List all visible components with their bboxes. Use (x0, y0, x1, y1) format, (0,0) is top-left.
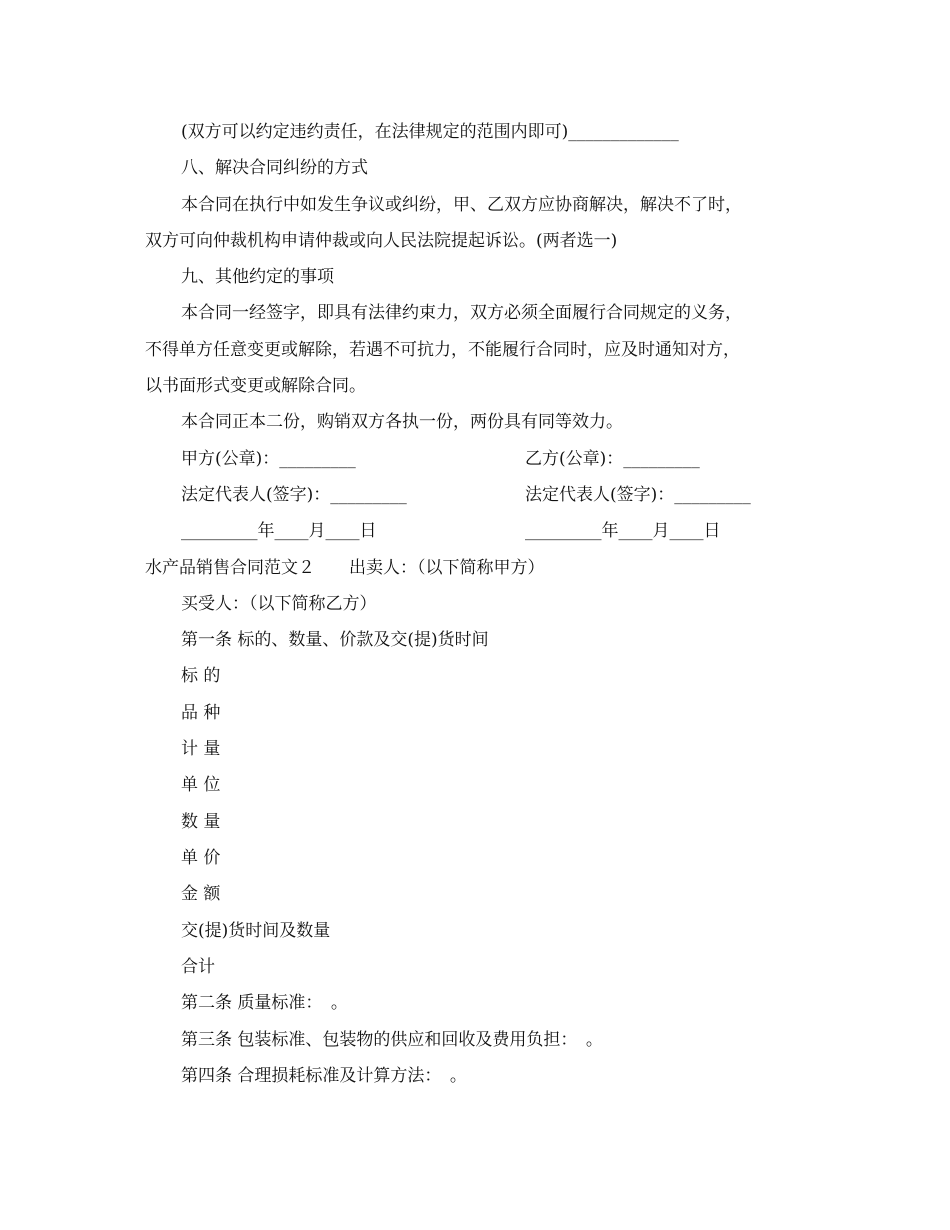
field-label: 单 位 (181, 775, 221, 795)
paragraph-line: 本合同在执行中如发生争议或纠纷，甲、乙双方应协商解决，解决不了时， (181, 195, 742, 215)
field-label: 标 的 (181, 666, 221, 686)
section-heading: 八、解决合同纠纷的方式 (181, 158, 368, 178)
field-label: 交(提)货时间及数量 (181, 921, 331, 941)
field-label: 合计 (181, 957, 215, 977)
paragraph-line: 以书面形式变更或解除合同。 (145, 376, 366, 396)
paragraph-line: 本合同正本二份，购销双方各执一份，两份具有同等效力。 (181, 412, 623, 432)
article-2: 第二条 质量标准： 。 (181, 993, 348, 1013)
party-a-seal: 甲方(公章)：_________ (181, 449, 356, 469)
contract2-title: 水产品销售合同范文２ 出卖人：（以下简称甲方） (145, 558, 545, 578)
field-label: 单 价 (181, 848, 221, 868)
paragraph-line: 双方可向仲裁机构申请仲裁或向人民法院提起诉讼。(两者选一) (145, 231, 618, 251)
party-a-representative: 法定代表人(签字)：_________ (181, 485, 407, 505)
party-b-seal: 乙方(公章)：_________ (525, 449, 700, 469)
buyer-line: 买受人：（以下简称乙方） (181, 594, 377, 614)
field-label: 计 量 (181, 739, 221, 759)
field-label: 数 量 (181, 812, 221, 832)
field-label: 金 额 (181, 884, 221, 904)
section-heading: 九、其他约定的事项 (181, 267, 334, 287)
article-3: 第三条 包装标准、包装物的供应和回收及费用负担： 。 (181, 1030, 603, 1050)
paragraph-line: 不得单方任意变更或解除，若遇不可抗力，不能履行合同时，应及时通知对方， (145, 340, 740, 360)
article-4: 第四条 合理损耗标准及计算方法： 。 (181, 1066, 467, 1086)
party-b-representative: 法定代表人(签字)：_________ (525, 485, 751, 505)
paragraph-line: (双方可以约定违约责任，在法律规定的范围内即可)_____________ (181, 122, 679, 142)
party-b-date: _________年____月____日 (525, 521, 721, 541)
paragraph-line: 本合同一经签字，即具有法律约束力，双方必须全面履行合同规定的义务， (181, 303, 742, 323)
party-a-date: _________年____月____日 (181, 521, 377, 541)
field-label: 品 种 (181, 703, 221, 723)
article-1: 第一条 标的、数量、价款及交(提)货时间 (181, 630, 489, 650)
